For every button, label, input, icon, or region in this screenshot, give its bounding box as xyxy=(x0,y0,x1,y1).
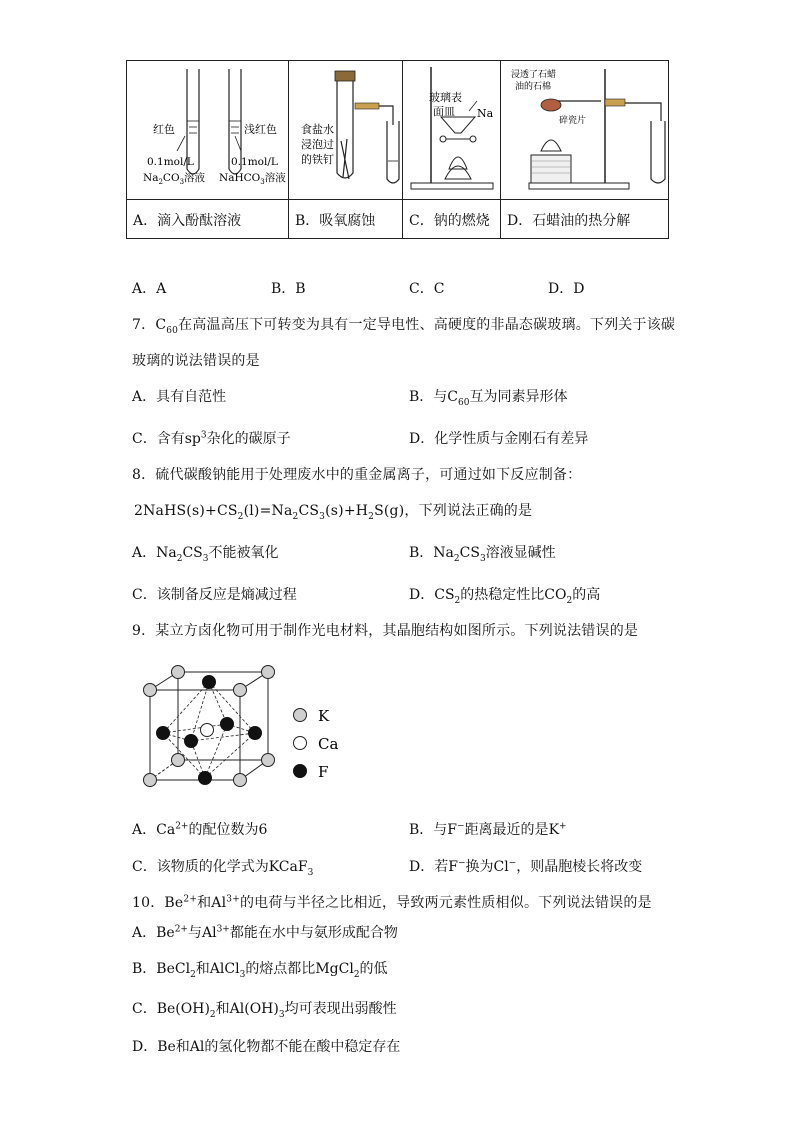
watch-glass-label-1: 玻璃表 xyxy=(429,91,462,104)
right-concentration: 0.1mol/L xyxy=(231,156,278,168)
legend-f-icon xyxy=(294,765,307,778)
q8-option-c: C．该制备反应是熵减过程 xyxy=(132,587,297,603)
k-atom xyxy=(172,754,185,767)
q9-stem: 9．某立方卤化物可用于制作光电材料，其晶胞结构如图所示。下列说法错误的是 xyxy=(132,623,639,639)
q10-option-d: D．Be和Al的氢化物都不能在酸中稳定存在 xyxy=(132,1039,401,1055)
q9-option-a: A．$Ca^{2+}$的配位数为6 xyxy=(132,821,268,838)
ca-atom xyxy=(201,724,214,737)
k-atom xyxy=(262,666,275,679)
f-atom xyxy=(203,676,216,689)
legend-f: F xyxy=(318,763,329,781)
oxygen-corrosion-figure xyxy=(289,61,403,199)
f-atom xyxy=(221,718,234,731)
q9-option-d: D．若F−换为Cl−，则晶胞棱长将改变 xyxy=(409,858,643,875)
na-label: Na xyxy=(477,107,494,120)
q9-option-b: B．与F−距离最近的是K+ xyxy=(409,821,567,838)
q10-option-b: B．BeCl$_2$和AlCl$_3$的熔点都比MgCl$_2$的低 xyxy=(132,961,388,980)
q7-stem-line1: 7．$C_{60}$在高温高压下可转变为具有一定导电性、高硬度的非晶态碳玻璃。下列关于该碳 xyxy=(132,317,676,336)
q6-option-b: B．B xyxy=(271,281,306,297)
figure-cell-c xyxy=(403,61,501,199)
f-atom xyxy=(157,727,170,740)
q8-option-d: D．$CS_2$的热稳定性比$CO_2$的高 xyxy=(409,587,601,606)
b-label-1: 食盐水 xyxy=(301,123,334,136)
k-atom xyxy=(234,774,247,787)
q8-option-a: A．$Na_2CS_3$不能被氧化 xyxy=(132,545,279,564)
q7-option-c: C．含有$sp^3$杂化的碳原子 xyxy=(132,430,291,447)
k-atom xyxy=(144,684,157,697)
q9-option-c: C．该物质的化学式为KCaF$_3$ xyxy=(132,859,314,878)
caption-b: B．吸氧腐蚀 xyxy=(289,200,403,239)
q10-option-a: A．$Be^{2+}$与$Al^{3+}$都能在水中与氨形成配合物 xyxy=(132,924,398,941)
q6-option-d: D．D xyxy=(548,281,585,297)
experiment-figure-table xyxy=(126,60,669,239)
q7-stem-line2: 玻璃的说法错误的是 xyxy=(132,353,260,369)
paraffin-decomposition-figure xyxy=(501,61,670,199)
caption-c: C．钠的燃烧 xyxy=(403,200,501,239)
left-concentration: 0.1mol/L xyxy=(147,156,194,168)
legend-ca: Ca xyxy=(318,735,339,753)
q6-option-a: A．A xyxy=(132,281,167,297)
q6-option-c: C．C xyxy=(409,281,445,297)
caption-a: A．滴入酚酞溶液 xyxy=(127,200,289,239)
q7-option-b: B．与$C_{60}$互为同素异形体 xyxy=(409,389,568,408)
figure-cell-a xyxy=(127,61,289,199)
f-atom xyxy=(249,727,262,740)
legend-k-icon xyxy=(294,709,307,722)
figure-cell-b xyxy=(289,61,403,199)
paraffin-label-2: 油的石棉 xyxy=(515,82,552,92)
right-solution-label: NaHCO$_3$溶液 xyxy=(219,172,286,186)
k-atom xyxy=(234,684,247,697)
q7-option-d: D．化学性质与金刚石有差异 xyxy=(409,431,589,447)
legend-ca-icon xyxy=(294,737,307,750)
k-atom xyxy=(172,666,185,679)
q10-stem: 10．$Be^{2+}$和$Al^{3+}$的电荷与半径之比相近，导致两元素性质相似。下列说法错误的是 xyxy=(132,894,652,911)
left-solution-label: $Na_2CO_3$溶液 xyxy=(143,172,206,186)
q8-option-b: B．$Na_2CS_3$溶液显碱性 xyxy=(409,545,556,564)
b-label-2: 浸泡过 xyxy=(301,138,334,151)
red-label: 红色 xyxy=(153,123,175,136)
q7-option-a: A．具有自范性 xyxy=(132,389,227,405)
k-atom xyxy=(144,774,157,787)
q10-option-c: C．$Be(OH)_2$和$Al(OH)_3$均可表现出弱酸性 xyxy=(132,1001,397,1020)
f-atom xyxy=(199,772,212,785)
k-atom xyxy=(262,754,275,767)
legend-k: K xyxy=(318,707,330,725)
figure-cell-d xyxy=(501,61,670,199)
b-label-3: 的铁钉 xyxy=(301,153,334,166)
paraffin-label-1: 浸透了石蜡 xyxy=(511,70,557,80)
caption-d: D．石蜡油的热分解 xyxy=(507,212,631,229)
light-red-label: 浅红色 xyxy=(244,123,277,136)
q8-stem: 8．硫代碳酸钠能用于处理废水中的重金属离子，可通过如下反应制备： xyxy=(132,467,582,483)
porcelain-chip-label: 碎瓷片 xyxy=(559,116,587,126)
watch-glass-label-2: 面皿 xyxy=(433,105,455,118)
f-atom xyxy=(185,735,198,748)
q8-equation: $2NaHS(s)+CS_2(l)=Na_2CS_3(s)+H_2S(g)$，下列说法正确的是 xyxy=(134,503,533,522)
sodium-combustion-figure xyxy=(403,61,501,199)
crystal-cell-figure xyxy=(140,660,350,800)
test-tubes-figure xyxy=(127,61,289,199)
